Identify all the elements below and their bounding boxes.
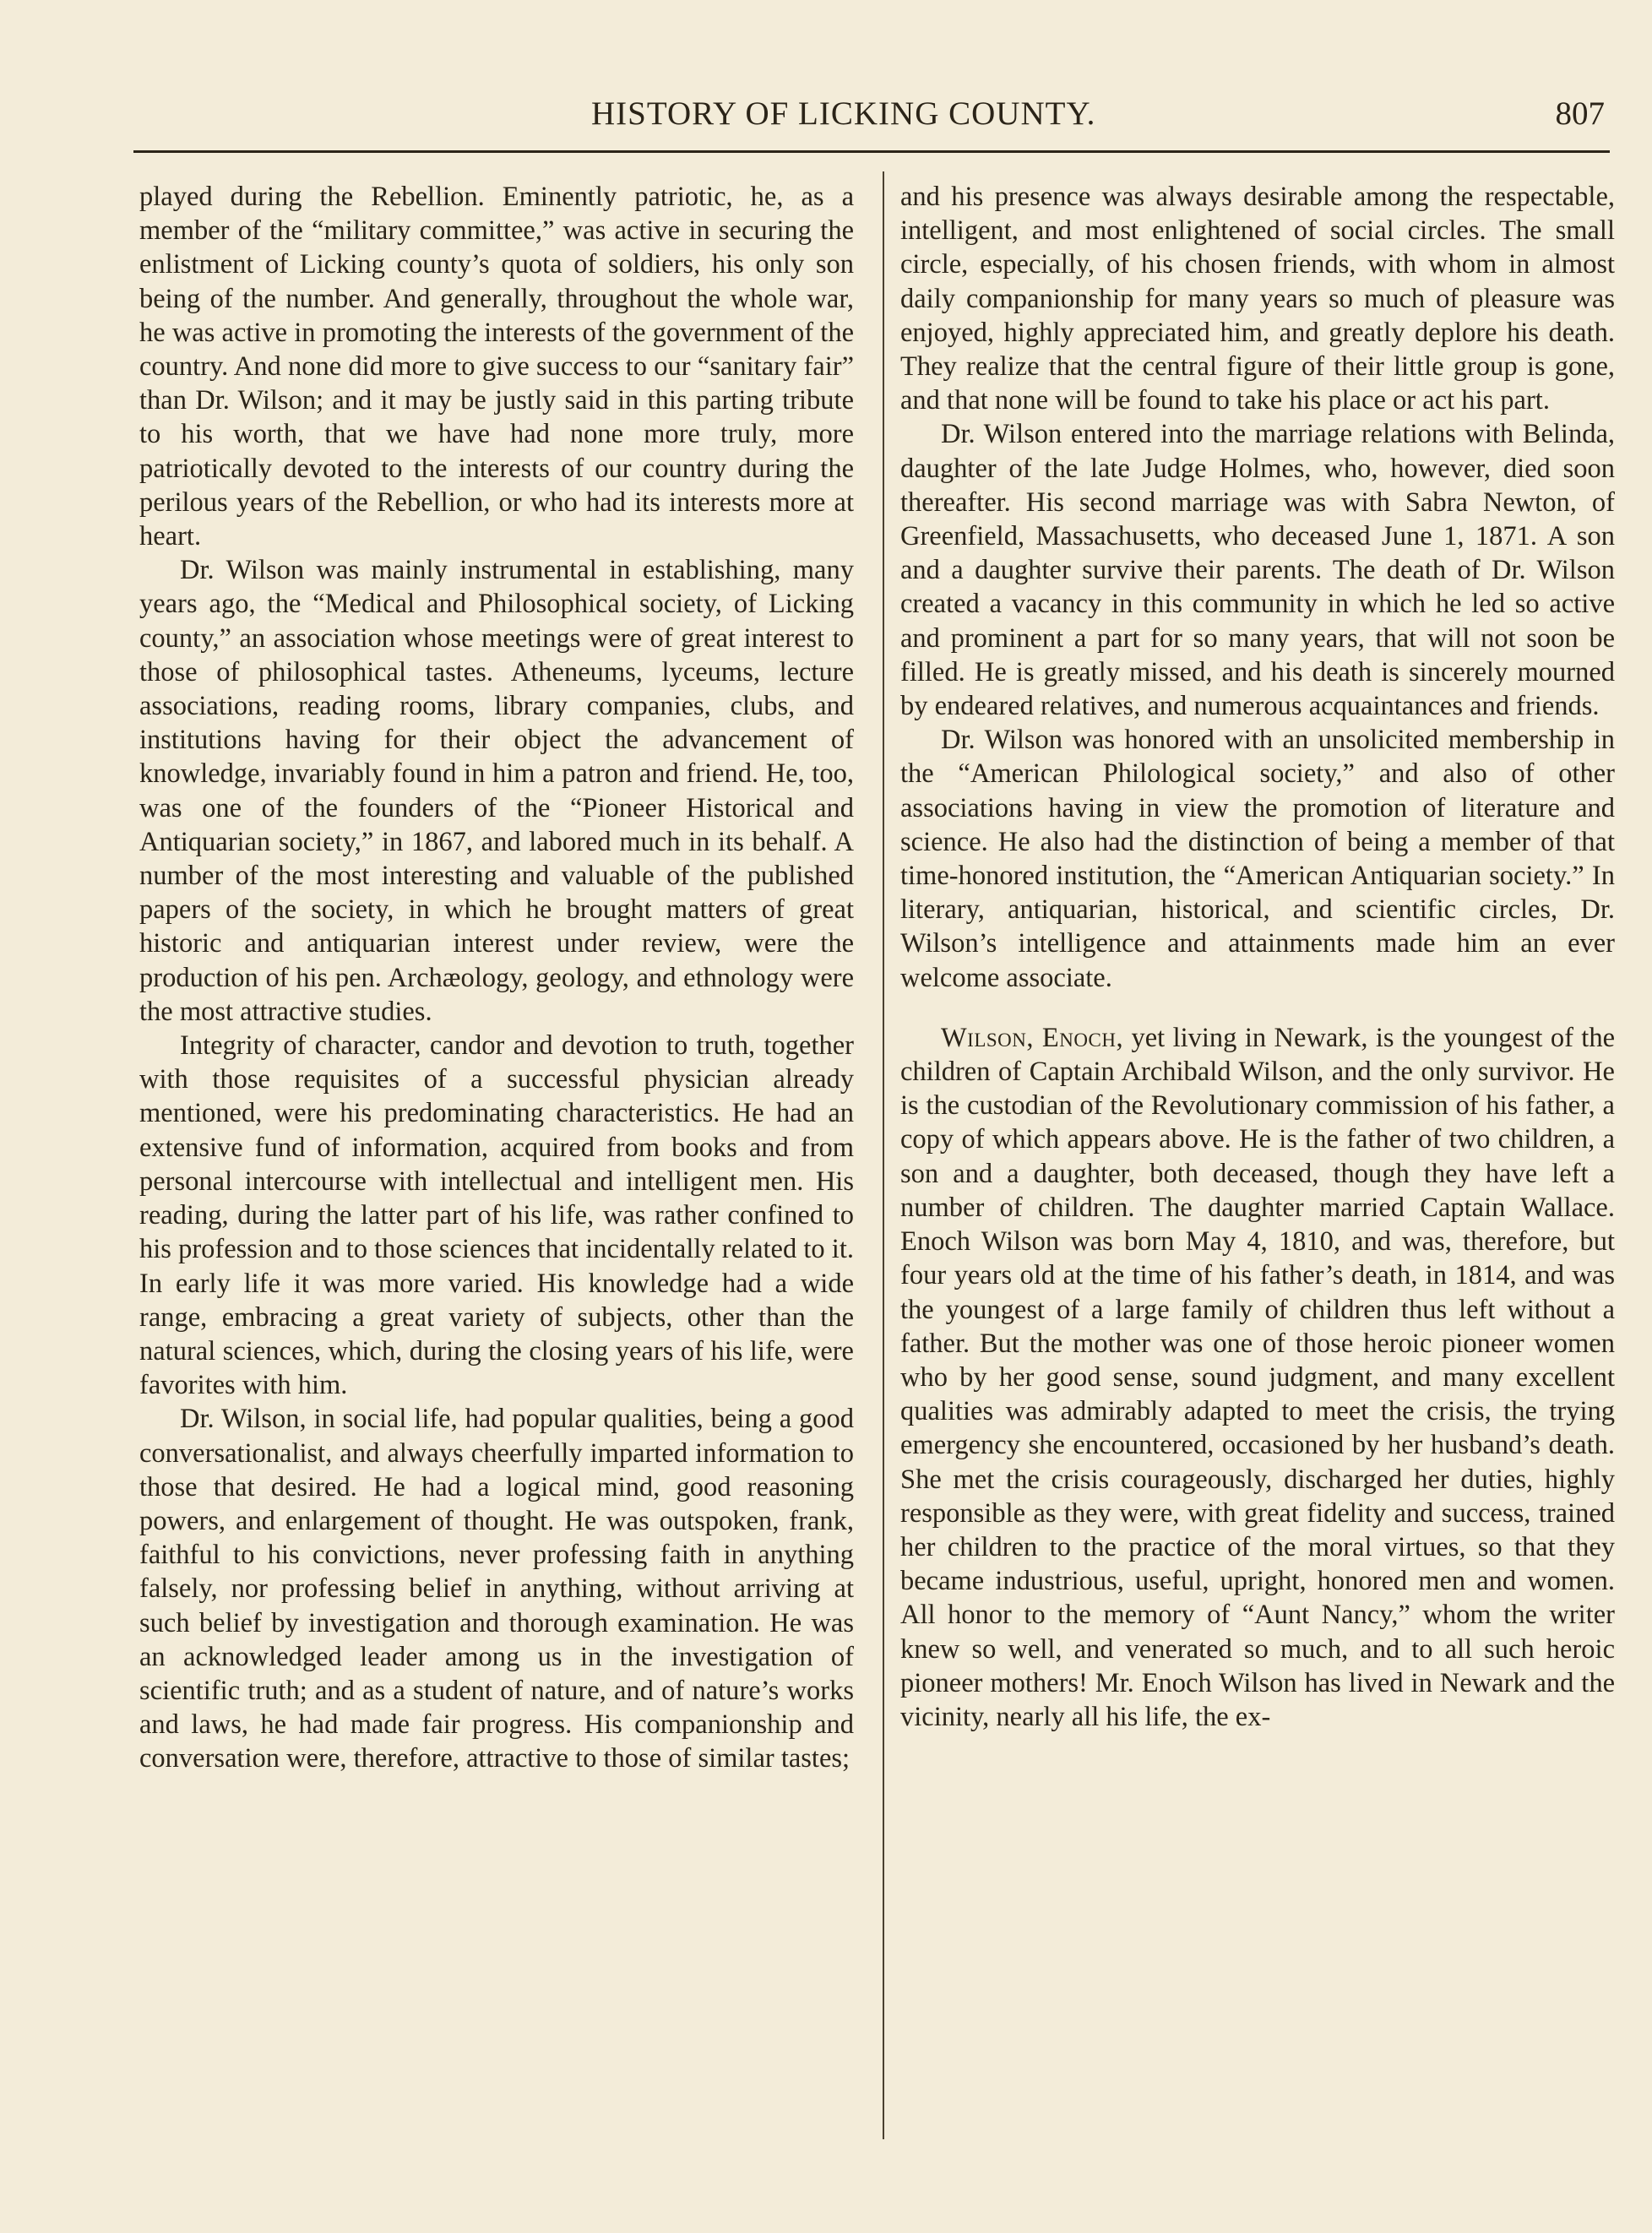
header-rule bbox=[133, 150, 1610, 153]
running-title: HISTORY OF LICKING COUNTY. bbox=[591, 95, 1096, 132]
entry-text: yet living in Newark, is the youngest of the children of Captain Archibald Wilson, and the only survivor. He is the custodian of the Revolutionary commission of his father, a copy of which appears above. He is the father of two children, a son and a daughter, both deceased, though they have left a number of children. The daughter married Captain Wallace. Enoch Wilson was born May 4, 1810, and was, therefore, but four years old at the time of his father’s death, in 1814, and was the youngest of a large family of children thus left without a father. But the mother was one of those heroic pioneer women who by her good sense, sound judgment, and many excellent qualities was admirably adapted to meet the crisis, the trying emergency she encountered, occasioned by her husband’s death. She met the crisis courageously, discharged her duties, highly responsible as they were, with great fidelity and success, trained her children to the practice of the moral virtues, so that they became industrious, useful, upright, honored men and women. All honor to the memory of “Aunt Nancy,” whom the writer knew so well, and venerated so much, and to all such heroic pioneer mothers! Mr. Enoch Wilson has lived in Newark and the vicinity, nearly all his life, the ex- bbox=[900, 1022, 1616, 1732]
column-divider bbox=[883, 171, 884, 2139]
page-header bbox=[135, 95, 1605, 145]
right-paragraph-1: and his presence was always desirable among the respectable, intelligent, and most enlightened of social circles. The small circle, especially, of his chosen friends, with whom in almost daily companionship for many years so much of pleasure was enjoyed, highly appreciated him, and greatly deplore his death. They realize that the central figure of their little group is gone, and that none will be found to take his place or act his part. bbox=[900, 182, 1615, 416]
left-paragraph-4: Dr. Wilson, in social life, had popular qualities, being a good conversationalist, and always cheerfully imparted information to those that desired. He had a logical mind, good reasoning powers, and enlargement of thought. He was outspoken, frank, faithful to his convictions, never professing faith in anything falsely, nor professing belief in anything, without arriving at such belief by investigation and thorough examination. He was an acknowledged leader among us in the investigation of scientific truth; and as a student of nature, and of nature’s works and laws, he had made fair progress. His companionship and conversation were, therefore, attractive to those of similar tastes; bbox=[139, 1404, 854, 1774]
left-paragraph-1: played during the Rebellion. Eminently patriotic, he, as a member of the “military committee,” was active in securing the enlistment of Licking county’s quota of soldiers, his only son being of the number. And generally, throughout the whole war, he was active in promoting the interests of the government of the country. And none did more to give success to our “sanitary fair” than Dr. Wilson; and it may be justly said in this parting tribute to his worth, that we have had none more truly, more patriotically devoted to the interests of our country during the perilous years of the Rebellion, or who had its interests more at heart. bbox=[139, 182, 854, 552]
page-number: 807 bbox=[1555, 95, 1605, 132]
left-column bbox=[139, 180, 854, 1776]
entry-name: Wilson, Enoch, bbox=[941, 1022, 1124, 1053]
right-paragraph-2: Dr. Wilson entered into the marriage relations with Belinda, daughter of the late Judge Holmes, who, however, died soon thereafter. His second marriage was with Sabra Newton, of Greenfield, Massachusetts, who deceased June 1, 1871. A son and a daughter survive their parents. The death of Dr. Wilson created a vacancy in this community in which he led so active and prominent a part for so many years, that will not soon be filled. He is greatly missed, and his death is sincerely mourned by endeared relatives, and numerous acquaintances and friends. bbox=[900, 419, 1615, 722]
left-paragraph-2: Dr. Wilson was mainly instrumental in establishing, many years ago, the “Medical and Philosophical society, of Licking county,” an association whose meetings were of great interest to those of philosophical tastes. Atheneums, lyceums, lecture associations, reading rooms, library companies, clubs, and institutions having for their object the advancement of knowledge, invariably found in him a patron and friend. He, too, was one of the founders of the “Pioneer Historical and Antiquarian society,” in 1867, and labored much in its behalf. A number of the most interesting and valuable of the published papers of the society, in which he brought matters of great historic and antiquarian interest under review, were the production of his pen. Archæology, geology, and ethnology were the most attractive studies. bbox=[139, 555, 854, 1027]
right-column bbox=[900, 180, 1615, 1734]
left-paragraph-3: Integrity of character, candor and devotion to truth, together with those requisites of a successful physician already mentioned, were his predominating characteristics. He had an extensive fund of information, acquired from books and from personal intercourse with intellectual and intelligent men. His reading, during the latter part of his life, was rather confined to his profession and to those sciences that incidentally related to it. In early life it was more varied. His knowledge had a wide range, embracing a great variety of subjects, other than the natural sciences, which, during the closing years of his life, were favorites with him. bbox=[139, 1030, 854, 1401]
right-paragraph-3: Dr. Wilson was honored with an unsolicited membership in the “American Philological society,” and also of other associations having in view the promotion of literature and science. He also had the distinction of being a member of that time-honored institution, the “American Antiquarian society.” In literary, antiquarian, historical, and scientific circles, Dr. Wilson’s intelligence and attainments made him an ever welcome associate. bbox=[900, 725, 1615, 993]
biography-entry bbox=[900, 1021, 1615, 1734]
